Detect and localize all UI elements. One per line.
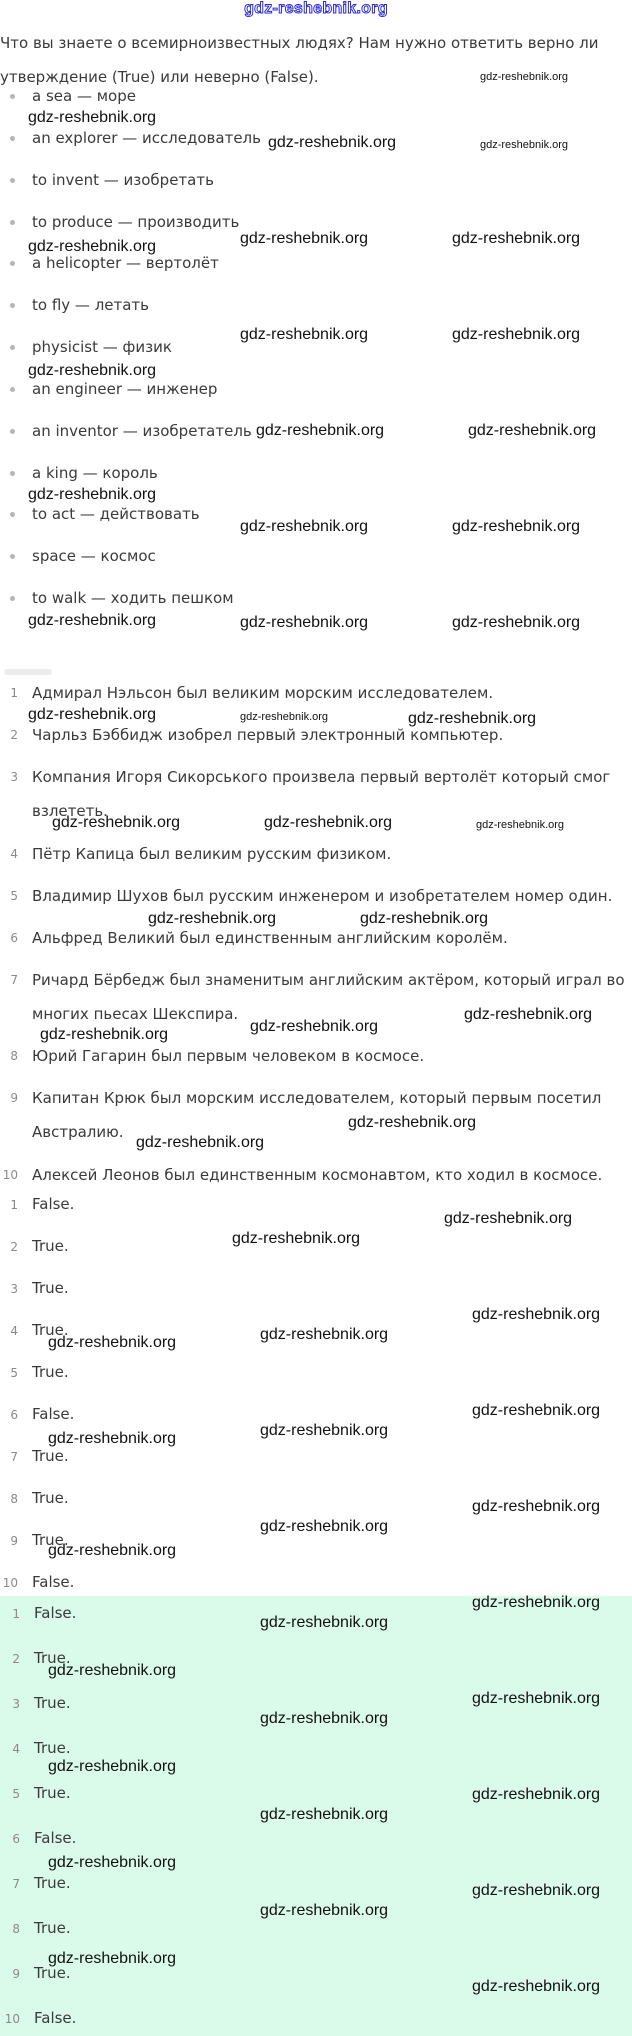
watermark: gdz-reshebnik.org <box>148 910 277 927</box>
task-instructions: Что вы знаете о всемирноизвестных людях? Нам нужно ответить верно ли утверждение (True) или неверно (False). <box>0 34 599 86</box>
answer-number: 9 <box>10 1534 18 1548</box>
answer-number: 8 <box>10 1492 18 1506</box>
watermark: gdz-reshebnik.org <box>260 1326 389 1343</box>
answer-text: True. <box>32 1321 69 1339</box>
section-divider <box>4 669 52 675</box>
answer-number: 6 <box>10 1408 18 1422</box>
answer-key-number: 4 <box>12 1742 20 1756</box>
watermark: gdz-reshebnik.org <box>348 1114 477 1131</box>
answer-text: False. <box>32 1573 75 1591</box>
watermark: gdz-reshebnik.org <box>260 1518 389 1535</box>
watermark: gdz-reshebnik.org <box>48 1430 177 1447</box>
watermark: gdz-reshebnik.org <box>28 238 157 255</box>
statement-number: 1 <box>10 686 18 700</box>
statement-number: 8 <box>10 1049 18 1063</box>
watermark: gdz-reshebnik.org <box>48 1334 177 1351</box>
vocab-item: space — космос <box>32 547 156 565</box>
answer-number: 1 <box>10 1198 18 1212</box>
statement-number: 7 <box>10 973 18 987</box>
answer-key-number: 9 <box>12 1967 20 1981</box>
answer-key-number: 1 <box>12 1607 20 1621</box>
answer-key-text: True. <box>34 1784 71 1802</box>
statement-text: Чарльз Бэббидж изобрел первый электронный компьютер. <box>32 726 504 744</box>
statement-number: 10 <box>2 1168 18 1182</box>
answer-key-text: True. <box>34 1739 71 1757</box>
watermark: gdz-reshebnik.org <box>260 1902 389 1919</box>
answer-key-number: 10 <box>4 2012 20 2026</box>
watermark: gdz-reshebnik.org <box>472 1786 601 1803</box>
watermark: gdz-reshebnik.org <box>136 1134 265 1151</box>
watermark: gdz-reshebnik.org <box>476 819 565 831</box>
watermark: gdz-reshebnik.org <box>240 614 369 631</box>
answer-text: True. <box>32 1237 69 1255</box>
watermark: gdz-reshebnik.org <box>48 1662 177 1679</box>
vocab-item: an explorer — исследователь <box>32 129 261 147</box>
watermark: gdz-reshebnik.org <box>240 518 369 535</box>
vocab-item: a king — король <box>32 464 158 482</box>
watermark: gdz-reshebnik.org <box>464 1006 593 1023</box>
vocab-item: physicist — физик <box>32 338 172 356</box>
answer-key-text: True. <box>34 1919 71 1937</box>
vocab-item: to act — действовать <box>32 505 200 523</box>
answer-key-number: 5 <box>12 1787 20 1801</box>
statement-number: 9 <box>10 1091 18 1105</box>
vocab-item: an engineer — инженер <box>32 380 218 398</box>
answer-number: 7 <box>10 1450 18 1464</box>
answer-text: True. <box>32 1447 69 1465</box>
answer-key-number: 8 <box>12 1922 20 1936</box>
answer-key-text: False. <box>34 2009 77 2027</box>
watermark: gdz-reshebnik.org <box>48 1950 177 1967</box>
watermark: gdz-reshebnik.org <box>260 1614 389 1631</box>
watermark: gdz-reshebnik.org <box>452 518 581 535</box>
answer-key-number: 2 <box>12 1652 20 1666</box>
watermark: gdz-reshebnik.org <box>472 1306 601 1323</box>
watermark: gdz-reshebnik.org <box>48 1854 177 1871</box>
answer-number: 4 <box>10 1324 18 1338</box>
watermark: gdz-reshebnik.org <box>472 1594 601 1611</box>
statement-text: Альфред Великий был единственным английским королём. <box>32 929 508 947</box>
statement-text: Капитан Крюк был морским исследователем, который первым посетил Австралию. <box>32 1089 602 1141</box>
watermark: gdz-reshebnik.org <box>452 230 581 247</box>
answer-number: 10 <box>2 1576 18 1590</box>
watermark: gdz-reshebnik.org <box>28 109 157 126</box>
vocab-item: to fly — летать <box>32 296 150 314</box>
answer-text: True. <box>32 1363 69 1381</box>
answer-text: True. <box>32 1531 69 1549</box>
statement-number: 3 <box>10 770 18 784</box>
statement-text: Адмирал Нэльсон был великим морским исследователем. <box>32 684 494 702</box>
watermark: gdz-reshebnik.org <box>28 706 157 723</box>
vocab-item: to invent — изобретать <box>32 171 214 189</box>
answer-key-number: 6 <box>12 1832 20 1846</box>
watermark: gdz-reshebnik.org <box>240 230 369 247</box>
statement-number: 6 <box>10 931 18 945</box>
answer-number: 2 <box>10 1240 18 1254</box>
watermark: gdz-reshebnik.org <box>472 1498 601 1515</box>
answer-key-text: True. <box>34 1874 71 1892</box>
vocab-item: an inventor — изобретатель <box>32 422 252 440</box>
watermark: gdz-reshebnik.org <box>472 1690 601 1707</box>
watermark: gdz-reshebnik.org <box>52 814 181 831</box>
watermark: gdz-reshebnik.org <box>408 710 537 727</box>
statement-text: Компания Игоря Сикорського произвела первый вертолёт который смог взлететь. <box>32 768 611 820</box>
watermark: gdz-reshebnik.org <box>260 1422 389 1439</box>
watermark: gdz-reshebnik.org <box>240 711 329 723</box>
watermark: gdz-reshebnik.org <box>468 422 597 439</box>
watermark: gdz-reshebnik.org <box>250 1018 379 1035</box>
watermark: gdz-reshebnik.org <box>28 486 157 503</box>
answer-text: False. <box>32 1405 75 1423</box>
site-logo[interactable]: gdz-reshebnik.org <box>244 0 388 17</box>
vocab-item: to walk — ходить пешком <box>32 589 234 607</box>
statement-number: 5 <box>10 889 18 903</box>
watermark: gdz-reshebnik.org <box>232 1230 361 1247</box>
statement-number: 2 <box>10 728 18 742</box>
watermark: gdz-reshebnik.org <box>444 1210 573 1227</box>
answer-text: False. <box>32 1195 75 1213</box>
answer-text: True. <box>32 1489 69 1507</box>
watermark: gdz-reshebnik.org <box>452 614 581 631</box>
watermark: gdz-reshebnik.org <box>28 612 157 629</box>
answer-key-text: True. <box>34 1964 71 1982</box>
watermark: gdz-reshebnik.org <box>40 1026 169 1043</box>
watermark: gdz-reshebnik.org <box>480 71 569 83</box>
answer-key-text: True. <box>34 1649 71 1667</box>
watermark: gdz-reshebnik.org <box>264 814 393 831</box>
statement-text: Ричард Бёрбедж был знаменитым английским актёром, который играл во многих пьесах Шекспира. <box>32 971 625 1023</box>
answer-key-text: True. <box>34 1694 71 1712</box>
watermark: gdz-reshebnik.org <box>260 1710 389 1727</box>
answer-key-text: False. <box>34 1604 77 1622</box>
statement-text: Пётр Капица был великим русским физиком. <box>32 845 392 863</box>
answer-number: 5 <box>10 1366 18 1380</box>
statement-number: 4 <box>10 847 18 861</box>
watermark: gdz-reshebnik.org <box>472 1882 601 1899</box>
vocab-item: to produce — производить <box>32 213 240 231</box>
watermark: gdz-reshebnik.org <box>48 1542 177 1559</box>
answer-key-number: 3 <box>12 1697 20 1711</box>
watermark: gdz-reshebnik.org <box>260 1806 389 1823</box>
statement-text: Владимир Шухов был русским инженером и изобретателем номер один. <box>32 887 613 905</box>
statement-text: Алексей Леонов был единственным космонавтом, кто ходил в космосе. <box>32 1166 603 1184</box>
answer-number: 3 <box>10 1282 18 1296</box>
watermark: gdz-reshebnik.org <box>268 134 397 151</box>
statement-text: Юрий Гагарин был первым человеком в космосе. <box>32 1047 425 1065</box>
watermark: gdz-reshebnik.org <box>360 910 489 927</box>
vocab-item: a sea — море <box>32 87 136 105</box>
answer-text: True. <box>32 1279 69 1297</box>
watermark: gdz-reshebnik.org <box>472 1978 601 1995</box>
answer-key-number: 7 <box>12 1877 20 1891</box>
vocab-item: a helicopter — вертолёт <box>32 254 219 272</box>
watermark: gdz-reshebnik.org <box>28 362 157 379</box>
watermark: gdz-reshebnik.org <box>240 326 369 343</box>
watermark: gdz-reshebnik.org <box>480 139 569 151</box>
watermark: gdz-reshebnik.org <box>472 1402 601 1419</box>
answer-key-text: False. <box>34 1829 77 1847</box>
watermark: gdz-reshebnik.org <box>452 326 581 343</box>
watermark: gdz-reshebnik.org <box>48 1758 177 1775</box>
watermark: gdz-reshebnik.org <box>256 422 385 439</box>
